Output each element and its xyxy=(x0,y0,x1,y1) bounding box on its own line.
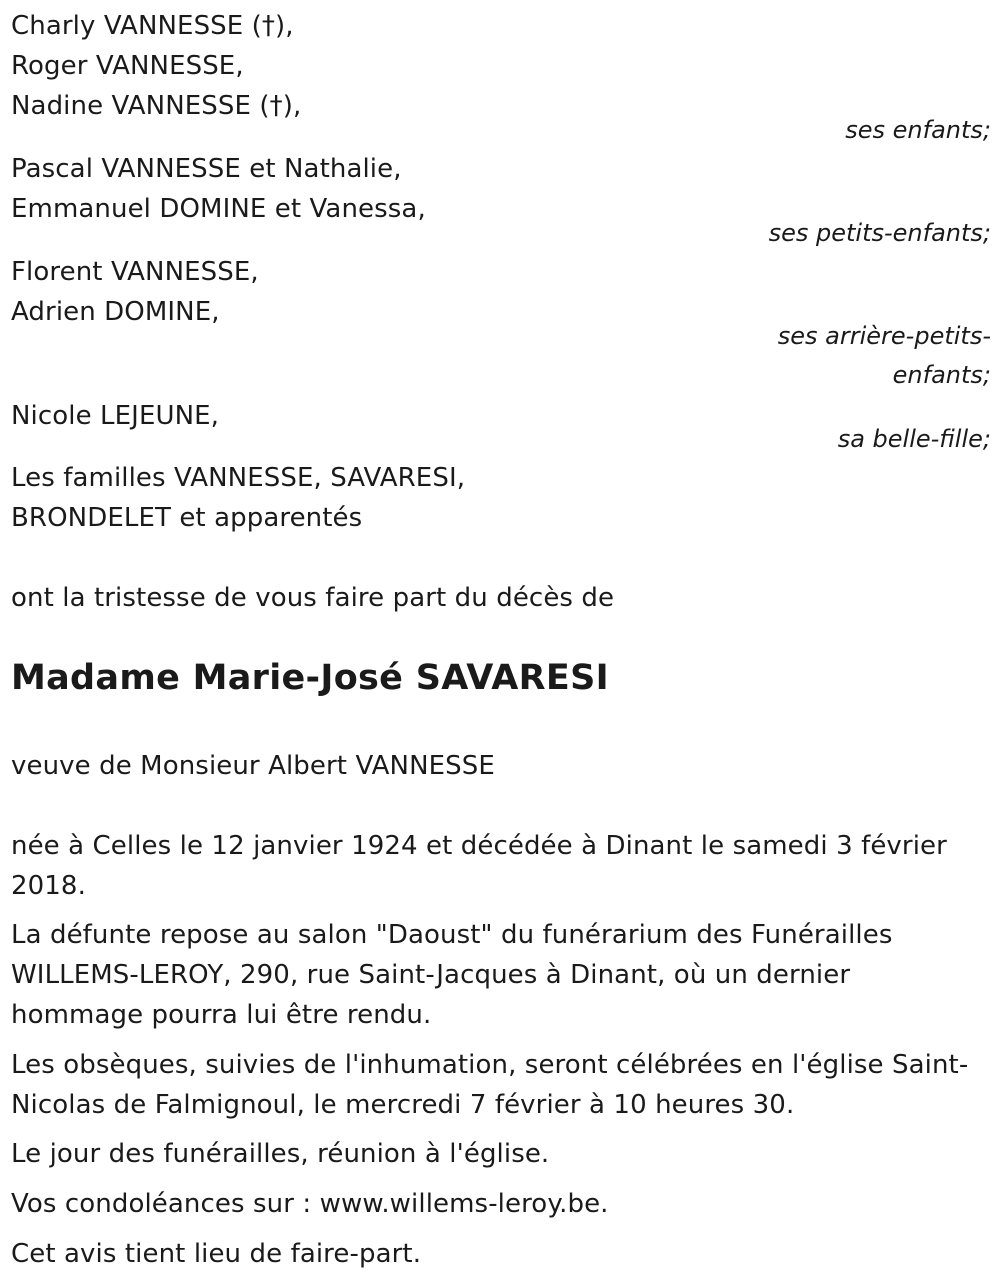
family-member: Roger VANNESSE, xyxy=(11,51,244,81)
family-member: Florent VANNESSE, xyxy=(11,257,259,287)
funerarium-paragraph: La défunte repose au salon "Daoust" du funérarium des Funérailles WILLEMS-LEROY, 290, rue Saint-Jacques à Dinant, où un dernier hommage pourra lui être rendu. xyxy=(11,920,893,1030)
family-member: Nicole LEJEUNE, xyxy=(11,401,220,431)
widow-of-text: veuve de Monsieur Albert VANNESSE xyxy=(11,751,495,781)
relation-role: enfants; xyxy=(892,361,991,389)
deceased-name: Madame Marie-José SAVARESI xyxy=(11,658,609,698)
funeral-paragraph: Les obsèques, suivies de l'inhumation, seront célébrées en l'église Saint-Nicolas de Falmignoul, le mercredi 7 février à 10 heures 30. xyxy=(11,1050,969,1120)
family-member: Nadine VANNESSE (†), xyxy=(11,91,302,121)
condolences-paragraph: Vos condoléances sur : www.willems-leroy.be. xyxy=(11,1189,609,1219)
family-member: Adrien DOMINE, xyxy=(11,297,220,327)
family-member: Les familles VANNESSE, SAVARESI, xyxy=(11,463,466,493)
relation-role: ses petits-enfants; xyxy=(768,219,991,247)
family-member: Pascal VANNESSE et Nathalie, xyxy=(11,154,402,184)
gathering-paragraph: Le jour des funérailles, réunion à l'église. xyxy=(11,1139,550,1169)
family-member: BRONDELET et apparentés xyxy=(11,503,363,533)
relation-role: sa belle-fille; xyxy=(837,425,991,453)
family-member: Emmanuel DOMINE et Vanessa, xyxy=(11,194,426,224)
relation-role: ses enfants; xyxy=(845,116,991,144)
birth-death-paragraph: née à Celles le 12 janvier 1924 et décédée à Dinant le samedi 3 février 2018. xyxy=(11,831,947,901)
notice-paragraph: Cet avis tient lieu de faire-part. xyxy=(11,1239,422,1269)
relation-role: ses arrière-petits- xyxy=(777,322,991,350)
announcement-text: ont la tristesse de vous faire part du décès de xyxy=(11,583,615,613)
family-member: Charly VANNESSE (†), xyxy=(11,11,294,41)
